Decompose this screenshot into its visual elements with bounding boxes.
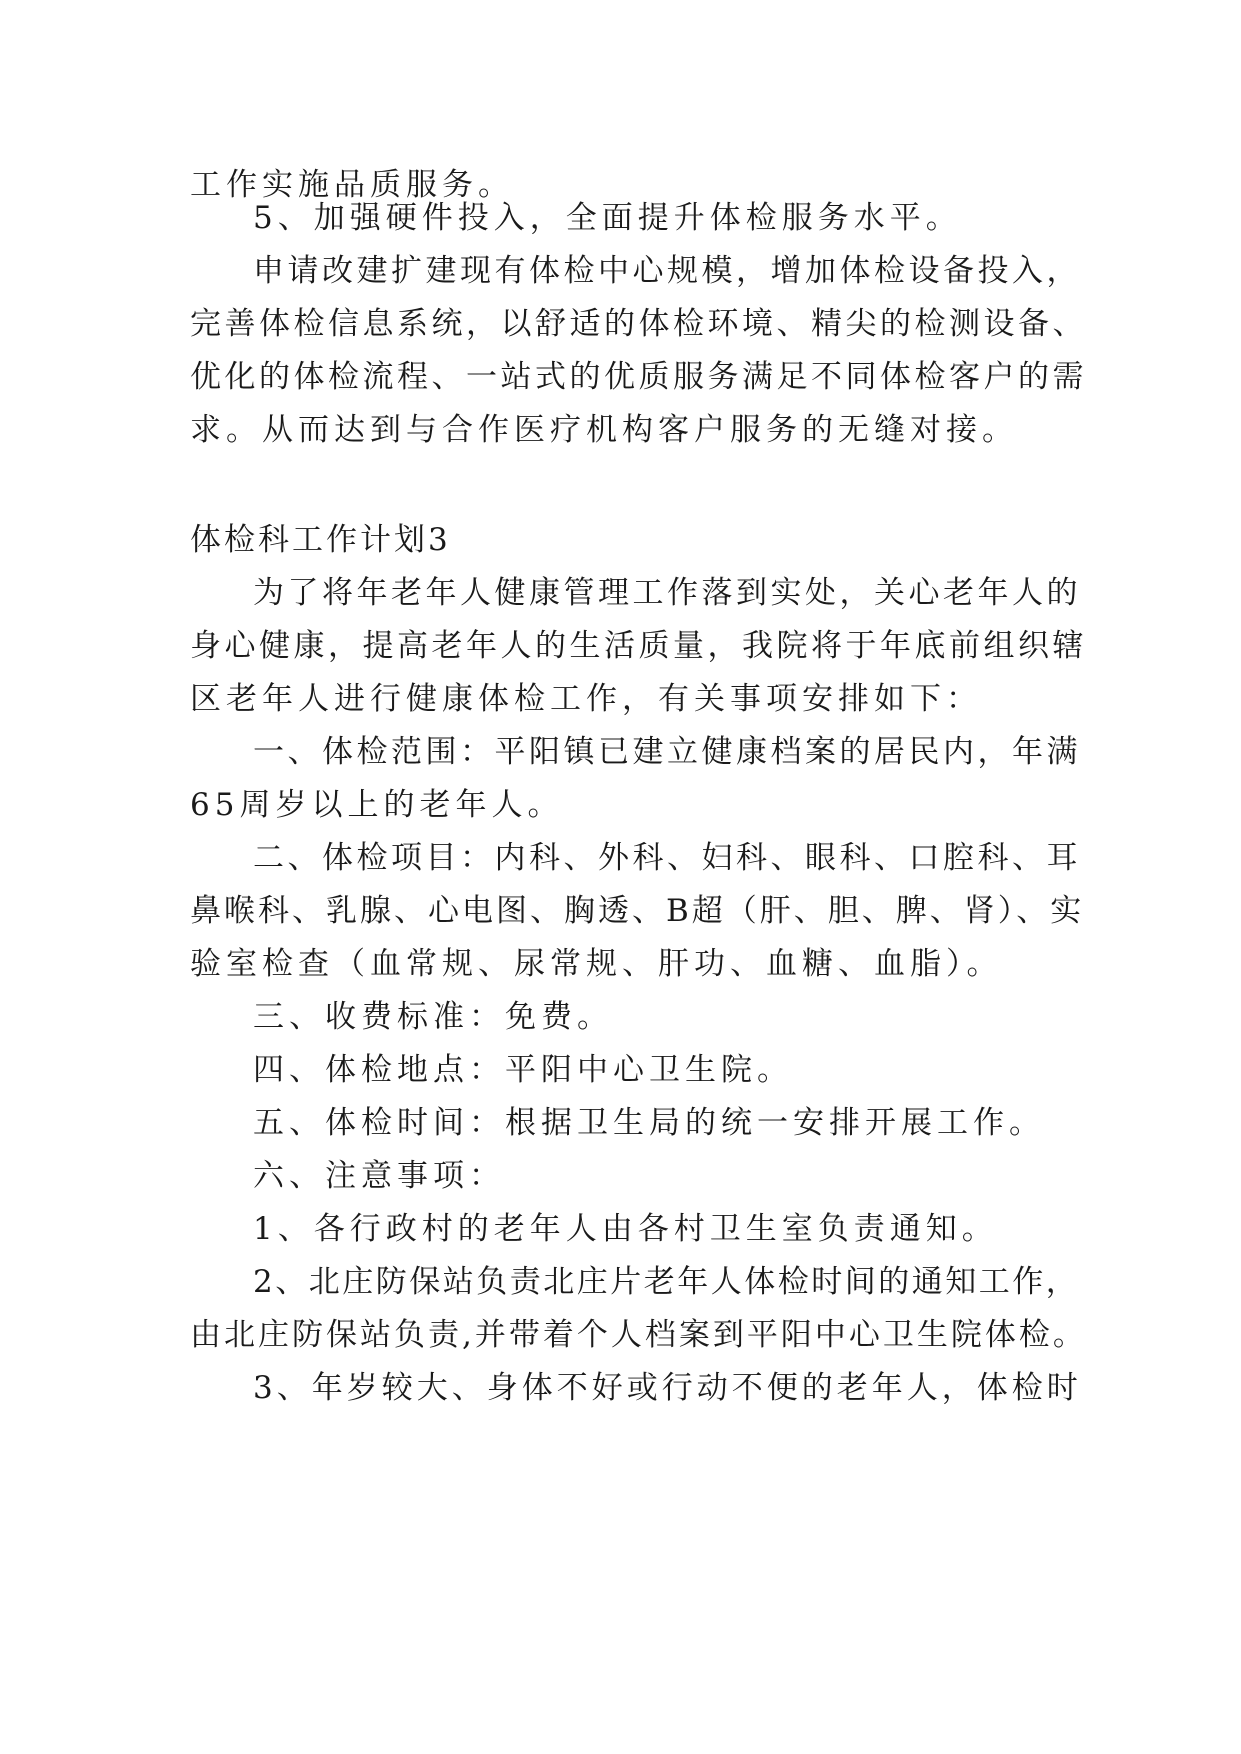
paragraph-line: 六、注意事项：: [253, 1158, 505, 1194]
paragraph-line: 求。从而达到与合作医疗机构客户服务的无缝对接。: [190, 412, 1018, 448]
paragraph-line: 工作实施品质服务。: [190, 167, 514, 203]
paragraph-line: 65周岁以上的老年人。: [190, 787, 564, 823]
paragraph-line: 身心健康，提高老年人的生活质量，我院将于年底前组织辖: [190, 628, 1087, 664]
paragraph-line: 四、体检地点：平阳中心卫生院。: [253, 1052, 793, 1088]
paragraph-line: 鼻喉科、乳腺、心电图、胸透、B超（肝、胆、脾、肾）、实: [190, 893, 1085, 929]
paragraph-line: 为了将年老年人健康管理工作落到实处，关心老年人的: [253, 575, 1081, 611]
section-heading: 体检科工作计划3: [190, 522, 451, 558]
paragraph-line: 3、年岁较大、身体不好或行动不便的老年人，体检时: [253, 1370, 1082, 1406]
paragraph-line: 五、体检时间：根据卫生局的统一安排开展工作。: [253, 1105, 1045, 1141]
paragraph-line: 验室检查（血常规、尿常规、肝功、血糖、血脂）。: [190, 946, 1003, 982]
paragraph-line: 2、北庄防保站负责北庄片老年人体检时间的通知工作，: [253, 1264, 1080, 1300]
paragraph-line: 5、加强硬件投入，全面提升体检服务水平。: [253, 200, 962, 236]
paragraph-line: 申请改建扩建现有体检中心规模，增加体检设备投入，: [253, 253, 1081, 289]
paragraph-line: 一、体检范围：平阳镇已建立健康档案的居民内，年满: [253, 734, 1081, 770]
paragraph-line: 区老年人进行健康体检工作，有关事项安排如下：: [190, 681, 982, 717]
paragraph-line: 三、收费标准：免费。: [253, 999, 613, 1035]
paragraph-line: 完善体检信息系统，以舒适的体检环境、精尖的检测设备、: [190, 306, 1087, 342]
paragraph-line: 二、体检项目：内科、外科、妇科、眼科、口腔科、耳: [253, 840, 1081, 876]
paragraph-line: 由北庄防保站负责,并带着个人档案到平阳中心卫生院体检。: [190, 1317, 1087, 1353]
paragraph-line: 优化的体检流程、一站式的优质服务满足不同体检客户的需: [190, 359, 1087, 395]
paragraph-line: 1、各行政村的老年人由各村卫生室负责通知。: [253, 1211, 998, 1247]
